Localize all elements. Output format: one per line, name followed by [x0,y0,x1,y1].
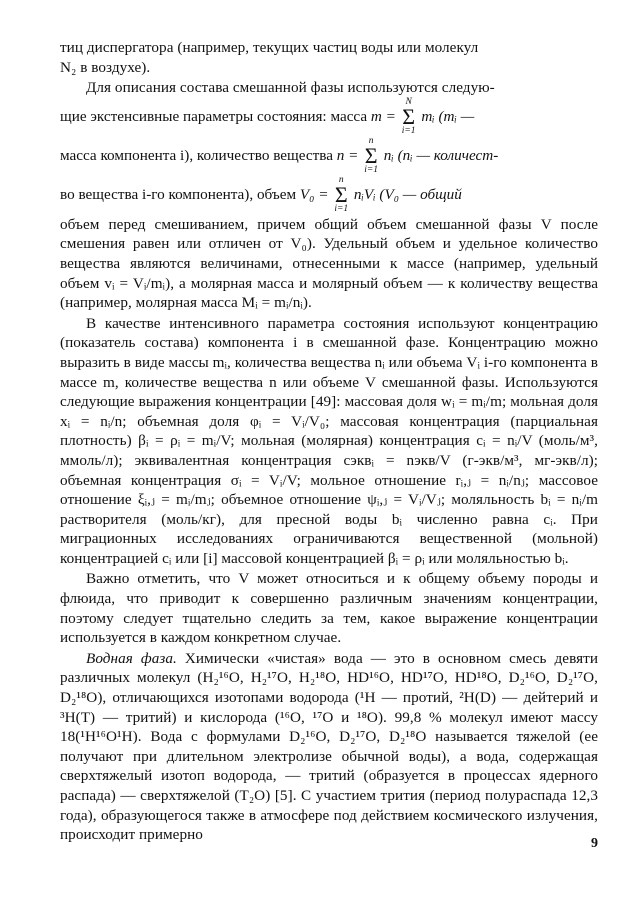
formula-line-amount [60,137,598,176]
sum-upper-limit: n [338,174,344,185]
sigma-symbol: Σ [364,143,378,169]
extensive-line-1: Для описания состава смешанной фазы используются следую- [86,79,495,97]
sum-sign-amount [364,137,378,176]
formula-line-volume [60,176,598,215]
sum-lower-limit: i=1 [401,126,416,137]
formula-amount-lhs: n = [336,146,359,164]
formula-amount-rhs: nᵢ (nᵢ — количест- [383,146,499,164]
formula-volume-lhs: V₀ = [299,185,329,203]
paragraph-extensive-parameters [60,78,598,98]
water-phase-body: Химически «чистая» вода — это в основном смесь девяти различных молекул (H₂¹⁶O, H₂¹⁷O, H₂¹⁸O, HD¹⁶O, HD¹⁷O, HD¹⁸O, D₂¹⁶O, D₂¹⁷O, D₂¹⁸O), отличающихся изотопами водорода (¹H — протий, ²H(D) — дейтерий и ³H(T) — тритий) и кислорода (¹⁶O, ¹⁷O и ¹⁸O). 99,8 % молекул имеют массу 18(¹H¹⁶O¹H). Вода с формулами D₂¹⁶O, D₂¹⁷O, D₂¹⁸O называется тяжелой (ее получают при длительном электролизе обычной воды), а вода, содержащая сверхтяжелый изотоп водорода, — тритий (образуется в процессах ядерного распада) — сверхтяжелой (T₂O) [5]. С участием трития (период полураспада 12,3 года), образующегося также в атмосфере под действием космического излучения, происходит примерно [60,649,599,844]
sum-sign-volume [334,176,348,215]
formula-amount-text: масса компонента i), количество вещества [60,146,333,164]
formula-mass-lhs: m = [370,107,396,125]
paragraph-water-phase [60,649,598,845]
formula-mass-rhs: mᵢ (mᵢ — [421,107,475,125]
paragraph-intro-line-2: N₂ в воздухе). [60,58,151,76]
formula-mass-text: щие экстенсивные параметры состояния: масса [60,107,368,125]
sigma-symbol: Σ [402,104,416,130]
page-number: 9 [591,836,598,851]
paragraph-intro-line-1: тиц диспергатора (например, текущих частиц воды или молекул [60,39,479,56]
sum-lower-limit: i=1 [334,204,349,215]
paragraph-extensive-continued: объем перед смешиванием, причем общий объем смешанной фазы V после смешения равен или отличен от V₀). Удельный объем и удельное количество вещества являются величинами, отнесенными к массе (например, удельный объем vᵢ = Vᵢ/mᵢ), а молярная масса и молярный объем — к количеству вещества (например, молярная масса Mᵢ = mᵢ/nᵢ). [60,215,598,312]
sum-lower-limit: i=1 [364,165,378,176]
paragraph-intro [60,38,598,77]
formula-line-mass [60,98,598,137]
paragraph-important-note: Важно отметить, что V может относиться и к общему объему породы и флюида, что приводит к совершенно различным значениям концентрации, поэтому следует тщательно следить за тем, какое выражение концентрации используется в каждом конкретном случае. [60,570,598,647]
section-heading-water-phase: Водная фаза. [86,649,177,667]
paragraph-intensive-parameter: В качестве интенсивного параметра состояния используют концентрацию (показатель состава) компонента i в смешанной фазе. Концентрацию можно выразить в виде массы mᵢ, количества вещества nᵢ или объема Vᵢ i-го компонента в массе m, количестве вещества n или объеме V смешанной фазы. Используются следующие выражения концентрации [49]: массовая доля wᵢ = mᵢ/m; мольная доля xᵢ = nᵢ/n; объемная доля φᵢ = Vᵢ/V₀; массовая концентрация (парциальная плотность) βᵢ = ρᵢ = mᵢ/V; мольная (молярная) концентрация cᵢ = nᵢ/V (моль/м³, ммоль/л); эквивалентная концентрация cэквᵢ = nэкв/V (г-экв/м³, мг-экв/л); объемная концентрация σᵢ = Vᵢ/V; мольное отношение rᵢ,ⱼ = nᵢ/nⱼ; массовое отношение ξᵢ,ⱼ = mᵢ/mⱼ; объемное отношение ψᵢ,ⱼ = Vᵢ/Vⱼ; моляльность bᵢ = nᵢ/m растворителя (моль/кг), для пресной воды bᵢ численно равна cᵢ. При миграционных исследованиях ограничиваются вещественной (мольной) концентрацией cᵢ или [i] массовой концентрацией βᵢ = ρᵢ или моляльностью bᵢ. [60,314,598,567]
formula-volume-text: во вещества i-го компонента), объем [60,185,297,203]
sum-sign-mass [402,98,416,137]
sum-upper-limit: N [405,96,412,107]
sigma-symbol: Σ [334,182,348,208]
sum-upper-limit: n [368,135,374,146]
formula-volume-rhs: nᵢVᵢ (V₀ — общий [353,185,462,203]
